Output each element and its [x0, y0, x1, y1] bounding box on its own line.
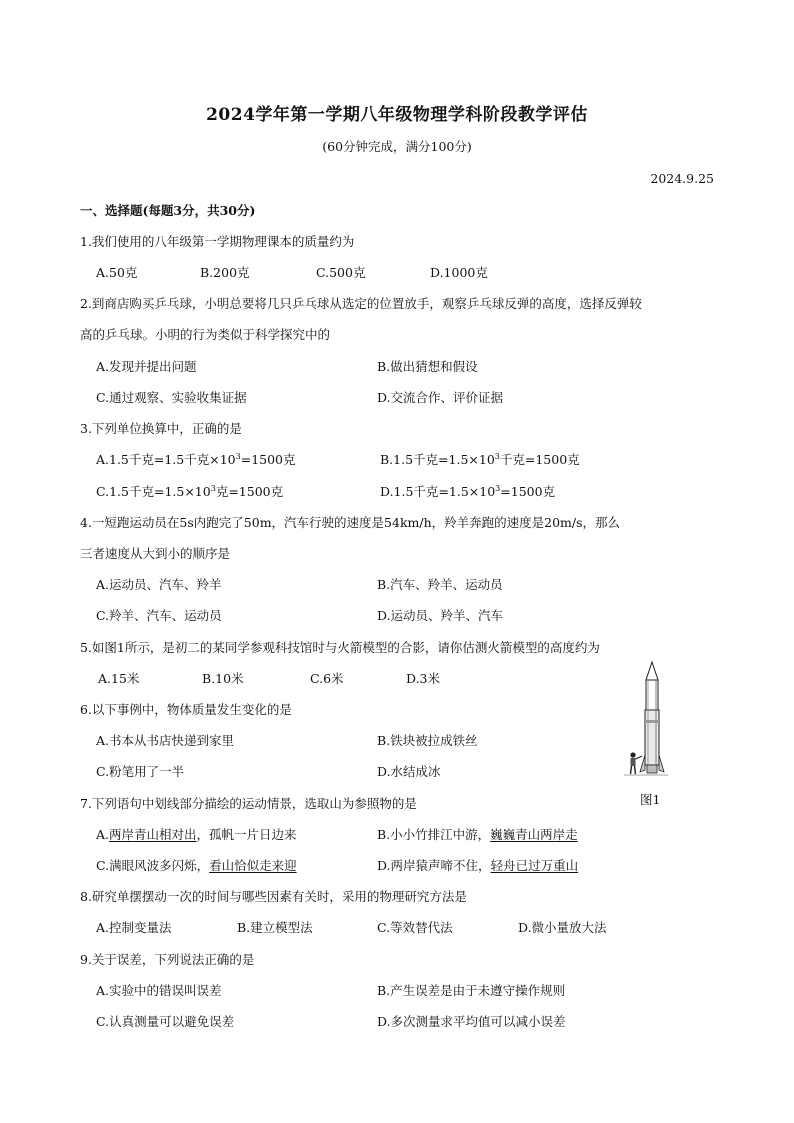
question-1-option-a: A.50克	[96, 265, 138, 280]
underlined-phrase: 巍巍青山两岸走	[490, 827, 578, 842]
question-2-stem-line2: 高的乒乓球。小明的行为类似于科学探究中的	[80, 327, 331, 342]
question-8-option-d: D.微小量放大法	[518, 920, 607, 935]
question-2-stem-line1: 2.到商店购买乒乓球，小明总要将几只乒乓球从选定的位置放手，观察乒乓球反弹的高度，选择反弹较	[80, 296, 642, 311]
question-7-option-d: D.两岸猿声啼不住，轻舟已过万重山	[377, 858, 579, 873]
rocket-fin-left	[640, 755, 645, 772]
underlined-phrase: 两岸青山相对出	[109, 827, 197, 842]
question-7-option-a: A.两岸青山相对出，孤帆一片日边来	[96, 827, 297, 842]
question-3-option-a: A.1.5千克=1.5千克$\times 10^3=1500$克	[96, 452, 296, 467]
underlined-phrase: 轻舟已过万重山	[490, 858, 579, 873]
question-9-option-c: C.认真测量可以避免误差	[96, 1014, 235, 1029]
question-1-option-b: B.200克	[200, 265, 250, 280]
question-6-stem: 6.以下事例中，物体质量发生变化的是	[80, 702, 292, 717]
question-2-option-c: C.通过观察、实验收集证据	[96, 390, 247, 405]
question-8-option-a: A.控制变量法	[96, 920, 172, 935]
question-6-option-d: D.水结成冰	[377, 764, 441, 779]
question-5-option-d: D.3米	[406, 671, 441, 686]
question-2-option-b: B.做出猜想和假设	[377, 359, 478, 374]
rocket-model-figure	[620, 660, 670, 780]
question-5-stem: 5.如图1所示，是初二的某同学参观科技馆时与火箭模型的合影，请你估测火箭模型的高度约为	[80, 640, 600, 655]
question-3-stem: 3.下列单位换算中，正确的是	[80, 421, 242, 436]
question-6-option-c: C.粉笔用了一半	[96, 764, 185, 779]
question-7-option-b: B.小小竹排江中游，巍巍青山两岸走	[377, 827, 578, 842]
question-1-option-d: D.1000克	[430, 265, 488, 280]
question-7-stem: 7.下列语句中划线部分描绘的运动情景，选取山为参照物的是	[80, 796, 417, 811]
question-4-option-c: C.羚羊、汽车、运动员	[96, 608, 222, 623]
page-title: 2024学年第一学期八年级物理学科阶段教学评估	[206, 105, 588, 125]
question-8-stem: 8.研究单摆摆动一次的时间与哪些因素有关时，采用的物理研究方法是	[80, 889, 467, 904]
question-4-option-b: B.汽车、羚羊、运动员	[377, 577, 503, 592]
question-3-option-d: D.1.5千克$=1.5\times 10^3=1500$克	[380, 484, 556, 499]
question-3-option-c: C.1.5千克$=1.5\times 10^3$克=1500克	[96, 484, 284, 499]
question-9-stem: 9.关于误差，下列说法正确的是	[80, 952, 255, 967]
rocket-lower-body	[645, 710, 659, 765]
question-6-option-a: A.书本从书店快递到家里	[96, 733, 235, 748]
exam-date: 2024.9.25	[650, 171, 714, 186]
question-2-option-d: D.交流合作、评价证据	[377, 390, 504, 405]
question-5-option-a: A.15米	[98, 671, 140, 686]
question-6-option-b: B.铁块被拉成铁丝	[377, 733, 478, 748]
question-9-option-d: D.多次测量求平均值可以减小误差	[377, 1014, 566, 1029]
question-5-option-c: C.6米	[310, 671, 344, 686]
page-subtitle: (60分钟完成，满分100分)	[322, 139, 472, 154]
question-8-option-b: B.建立模型法	[237, 920, 313, 935]
question-4-option-d: D.运动员、羚羊、汽车	[377, 608, 504, 623]
question-9-option-b: B.产生误差是由于未遵守操作规则	[377, 983, 566, 998]
question-7-option-c: C.满眼风波多闪烁，看山恰似走来迎	[96, 858, 297, 873]
rocket-fin-right	[659, 755, 664, 772]
question-4-option-a: A.运动员、汽车、羚羊	[96, 577, 222, 592]
figure-1-caption: 图1	[640, 792, 661, 807]
rocket-nose	[646, 662, 658, 680]
section-heading: 一、选择题(每题3分，共30分)	[80, 203, 256, 218]
question-1-stem: 1.我们使用的八年级第一学期物理课本的质量约为	[80, 234, 355, 249]
question-9-option-a: A.实验中的错误叫误差	[96, 983, 222, 998]
question-4-stem-line1: 4.一短跑运动员在5s内跑完了50m，汽车行驶的速度是54km/h，羚羊奔跑的速度是20m/s，那么	[80, 515, 621, 530]
question-3-option-b: B.1.5千克$=1.5\times 10^3$千克=1500克	[380, 452, 580, 467]
question-2-option-a: A.发现并提出问题	[96, 359, 197, 374]
underlined-phrase: 看山恰似走来迎	[209, 858, 297, 873]
question-4-stem-line2: 三者速度从大到小的顺序是	[80, 546, 231, 561]
question-8-option-c: C.等效替代法	[377, 920, 453, 935]
question-1-option-c: C.500克	[316, 265, 366, 280]
question-5-option-b: B.10米	[202, 671, 244, 686]
